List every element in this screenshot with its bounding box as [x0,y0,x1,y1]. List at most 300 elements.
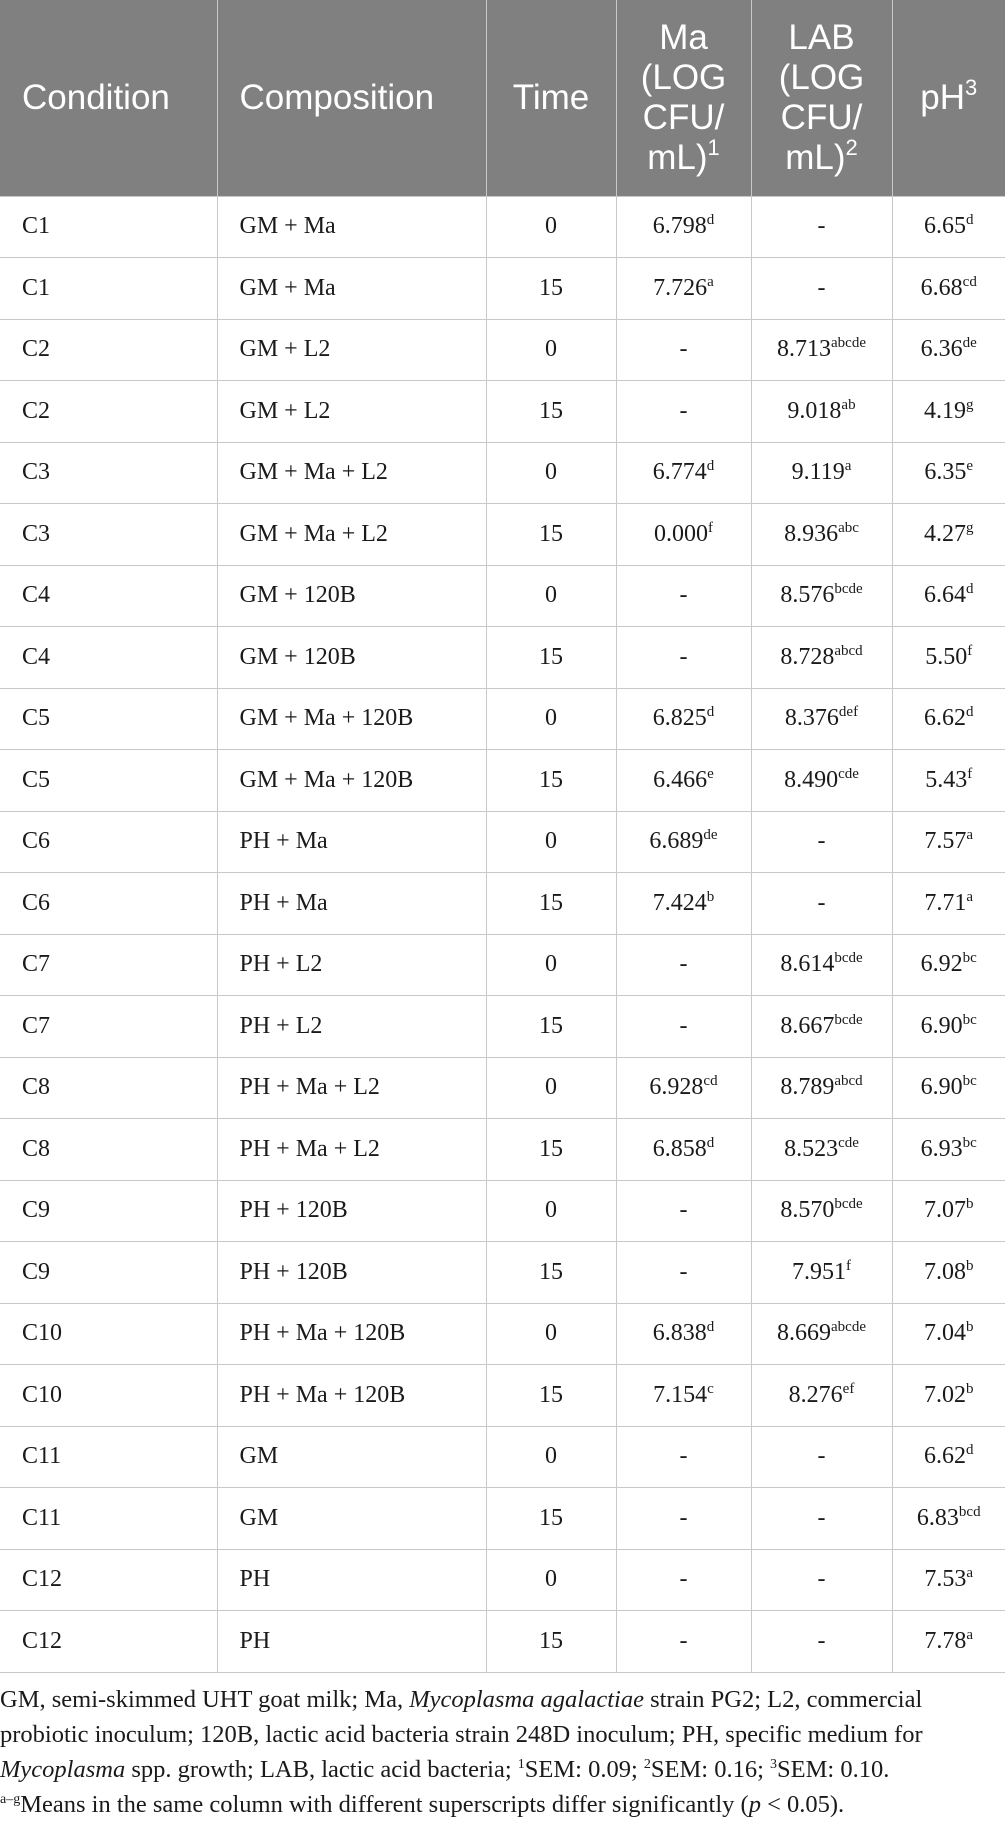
cell-condition-value: C1 [22,213,51,240]
cell-time-value: 0 [545,1074,557,1101]
cell-ma [616,1488,751,1550]
cell-composition-value: PH + Ma + L2 [239,1135,380,1162]
header-ph-footnote-marker: 3 [965,74,978,100]
cell-composition-value: GM + L2 [239,397,331,424]
table-row [0,873,1005,935]
cell-ma [616,1242,751,1304]
cell-time [486,873,616,935]
cell-ph [892,442,1005,504]
cell-condition-value: C10 [22,1320,63,1347]
header-lab-line: mL) [785,137,846,177]
cell-ma-value: - [679,1443,688,1470]
cell-ph-superscript: cd [962,273,977,290]
cell-condition [0,934,217,996]
header-condition [0,0,217,196]
cell-ph [892,1426,1005,1488]
cell-condition [0,258,217,320]
cell-ma-value: 7.154 [653,1381,708,1408]
cell-ph [892,1365,1005,1427]
cell-lab-value: 8.276 [788,1381,843,1408]
cell-ph-superscript: a [966,888,974,905]
cell-lab-superscript: f [846,1257,851,1274]
table-row [0,565,1005,627]
cell-composition-value: PH + Ma [239,828,328,855]
cell-ph [892,1119,1005,1181]
cell-composition [217,1303,486,1365]
table-row [0,996,1005,1058]
cell-ph-superscript: d [966,212,974,229]
cell-ma [616,442,751,504]
cell-ma-superscript: f [708,519,713,536]
cell-ph [892,688,1005,750]
cell-ph-value: 4.19 [924,397,966,424]
cell-time-value: 0 [545,336,557,363]
cell-ma-value: 6.838 [652,1320,707,1347]
cell-condition-value: C12 [22,1627,63,1654]
cell-condition [0,996,217,1058]
cell-ma [616,1180,751,1242]
cell-lab-superscript: abcd [834,1073,863,1090]
cell-ma [616,1426,751,1488]
cell-condition-value: C3 [22,459,51,486]
table-header [0,0,1005,196]
cell-composition-value: GM + 120B [239,582,356,609]
cell-time-value: 0 [545,828,557,855]
cell-ma-value: - [679,1627,688,1654]
cell-ph-value: 7.07 [924,1197,966,1224]
cell-time [486,1488,616,1550]
cell-lab-value: - [817,274,826,301]
cell-time-value: 15 [539,889,563,916]
cell-time-value: 15 [539,1381,563,1408]
cell-condition [0,1303,217,1365]
cell-lab-value: 8.490 [784,766,839,793]
cell-composition [217,996,486,1058]
cell-condition-value: C12 [22,1566,63,1593]
cell-ph [892,873,1005,935]
cell-time-value: 0 [545,459,557,486]
cell-ma-value: - [679,336,688,363]
cell-ma [616,1365,751,1427]
cell-ma-value: - [679,1258,688,1285]
cell-ph-superscript: f [967,642,973,659]
table-body [0,196,1005,1672]
cell-lab [751,811,892,873]
table-row [0,1611,1005,1673]
cell-composition-value: PH + L2 [239,1012,323,1039]
cell-time-value: 15 [539,397,563,424]
table-row [0,688,1005,750]
cell-time-value: 0 [545,1566,557,1593]
cell-lab-value: - [817,1443,826,1470]
cell-condition-value: C11 [22,1443,62,1470]
table-row [0,258,1005,320]
footnote-p-symbol: p [748,1791,761,1818]
cell-lab [751,258,892,320]
cell-time [486,1119,616,1181]
cell-ph-value: 6.90 [920,1012,963,1039]
cell-condition [0,811,217,873]
cell-condition-value: C6 [22,889,51,916]
cell-ph [892,1488,1005,1550]
table-row [0,1180,1005,1242]
cell-ph-superscript: a [966,827,974,844]
cell-time-value: 0 [545,1443,557,1470]
cell-lab [751,627,892,689]
cell-lab [751,1303,892,1365]
cell-condition-value: C9 [22,1197,51,1224]
cell-lab-value: - [817,1504,826,1531]
cell-composition [217,565,486,627]
cell-ma [616,1057,751,1119]
header-ph-label: pH [920,77,965,117]
cell-time [486,750,616,812]
cell-ph-value: 6.90 [920,1074,963,1101]
cell-ma [616,319,751,381]
cell-ma [616,1611,751,1673]
table-row [0,750,1005,812]
cell-lab-value: 8.570 [780,1197,835,1224]
cell-ph-value: 6.36 [920,336,963,363]
cell-time [486,565,616,627]
cell-ph [892,811,1005,873]
cell-ma-superscript: d [706,1134,715,1151]
cell-composition-value: PH + Ma + L2 [239,1074,380,1101]
cell-ma [616,504,751,566]
cell-time [486,1611,616,1673]
cell-composition [217,442,486,504]
cell-ma [616,196,751,258]
cell-ph-superscript: g [966,396,974,413]
footnote-marker: 1 [517,1757,525,1772]
cell-time-value: 15 [539,1135,563,1162]
cell-lab [751,1057,892,1119]
table-row [0,1119,1005,1181]
cell-composition [217,319,486,381]
cell-composition-value: GM + Ma + L2 [239,459,388,486]
footnote-marker: a–g [0,1792,21,1807]
cell-ph [892,504,1005,566]
cell-ma-value: - [679,643,688,670]
cell-composition [217,1611,486,1673]
cell-ph-superscript: f [967,765,973,782]
cell-ma [616,381,751,443]
cell-composition [217,688,486,750]
cell-lab [751,1365,892,1427]
cell-composition-value: GM + Ma + 120B [239,705,414,732]
cell-composition [217,1057,486,1119]
cell-ma-value: - [679,397,688,424]
cell-ph-value: 6.35 [924,459,967,486]
cell-condition-value: C3 [22,520,51,547]
cell-lab [751,996,892,1058]
footnote-text: Means in the same column with different superscripts differ significantly ( [20,1791,749,1818]
cell-time [486,258,616,320]
cell-ma-superscript: a [707,273,714,290]
cell-ma [616,934,751,996]
cell-composition [217,1549,486,1611]
cell-composition-value: PH + L2 [239,951,323,978]
cell-ph-superscript: g [966,519,974,536]
cell-lab [751,1549,892,1611]
cell-lab-value: 8.728 [780,643,835,670]
cell-condition-value: C8 [22,1135,51,1162]
cell-condition-value: C4 [22,582,51,609]
cell-condition-value: C10 [22,1381,63,1408]
header-time [486,0,616,196]
cell-ph [892,319,1005,381]
cell-lab-value: 8.576 [780,582,835,609]
cell-lab-value: 8.936 [784,520,839,547]
cell-condition [0,750,217,812]
footnote-text: < 0.05). [760,1791,845,1818]
cell-lab-value: 8.667 [780,1012,835,1039]
cell-composition-value: GM + Ma + 120B [239,766,414,793]
cell-condition [0,319,217,381]
header-lab-line: (LOG [778,57,865,97]
cell-time [486,1365,616,1427]
cell-time-value: 0 [545,1320,557,1347]
cell-lab-value: 8.789 [780,1074,835,1101]
cell-ph-value: 4.27 [924,520,966,547]
cell-time [486,1242,616,1304]
header-ma-line: (LOG [640,57,727,97]
cell-lab [751,1611,892,1673]
cell-condition [0,1365,217,1427]
table-row [0,1549,1005,1611]
cell-ph-value: 7.08 [924,1258,966,1285]
cell-condition [0,1242,217,1304]
cell-ph-superscript: d [966,1442,974,1459]
table-row [0,504,1005,566]
cell-condition [0,873,217,935]
cell-ph-value: 6.92 [920,951,963,978]
cell-composition [217,627,486,689]
cell-ph-superscript: b [966,1196,974,1213]
cell-time [486,442,616,504]
cell-ph-value: 7.71 [924,889,967,916]
cell-lab-superscript: ef [842,1380,855,1397]
cell-ph-superscript: bc [962,1011,977,1028]
header-composition-label: Composition [239,77,435,117]
cell-ma-value: 6.825 [652,705,707,732]
cell-time [486,688,616,750]
table-row [0,934,1005,996]
cell-composition-value: PH + Ma + 120B [239,1320,406,1347]
cell-ph [892,996,1005,1058]
footnote-sem: SEM: 0.09; [524,1756,644,1783]
cell-lab-value: 9.119 [791,459,845,486]
cell-ma-value: 6.689 [649,828,704,855]
cell-ph-value: 7.57 [924,828,967,855]
cell-lab [751,1119,892,1181]
cell-condition [0,1549,217,1611]
cell-ma-value: - [679,951,688,978]
cell-lab-superscript: bcde [834,1196,863,1213]
cell-ph-superscript: b [966,1380,974,1397]
footnote-species-name: Mycoplasma agalactiae [409,1686,644,1713]
cell-lab [751,319,892,381]
cell-ph-value: 6.62 [924,1443,966,1470]
cell-lab-superscript: ab [841,396,856,413]
cell-composition-value: PH + 120B [239,1197,348,1224]
cell-ph-value: 6.65 [924,213,966,240]
cell-lab-value: - [817,1627,826,1654]
footnote-sem: SEM: 0.16; [650,1756,771,1783]
cell-condition-value: C5 [22,705,51,732]
cell-time [486,319,616,381]
cell-condition-value: C2 [22,336,51,363]
table-row [0,319,1005,381]
cell-condition [0,1488,217,1550]
cell-ph-superscript: de [962,335,977,352]
footnote-sem: SEM: 0.10. [777,1756,890,1783]
cell-time-value: 0 [545,582,557,609]
cell-lab [751,565,892,627]
cell-ma-value: 0.000 [654,520,708,547]
cell-lab-value: 8.523 [784,1135,839,1162]
cell-lab-value: 9.018 [787,397,842,424]
cell-condition [0,688,217,750]
cell-composition [217,1488,486,1550]
cell-lab [751,1488,892,1550]
cell-lab-superscript: cde [838,1134,859,1151]
cell-ph [892,565,1005,627]
cell-ma-value: - [679,1197,688,1224]
cell-ma [616,688,751,750]
table-row [0,1426,1005,1488]
header-lab-line: CFU/ [780,97,863,137]
cell-time-value: 15 [539,766,563,793]
cell-ph-superscript: a [966,1626,974,1643]
cell-condition [0,1611,217,1673]
cell-ma-value: 6.798 [652,213,707,240]
cell-time [486,504,616,566]
cell-ma [616,1303,751,1365]
cell-lab [751,934,892,996]
cell-lab-value: - [817,828,826,855]
cell-ph-value: 6.93 [920,1135,963,1162]
cell-composition-value: PH [239,1627,271,1654]
cell-lab-superscript: a [844,458,852,475]
cell-ph [892,1303,1005,1365]
footnote-text: spp. growth; LAB, lactic acid bacteria; [125,1756,518,1783]
cell-ma [616,1119,751,1181]
cell-time-value: 15 [539,1627,563,1654]
cell-lab-value: 8.376 [784,705,839,732]
cell-composition [217,1180,486,1242]
header-condition-label: Condition [22,77,170,117]
cell-condition-value: C7 [22,951,51,978]
cell-lab [751,750,892,812]
cell-composition-value: GM + Ma + L2 [239,520,388,547]
cell-condition [0,442,217,504]
cell-ph [892,627,1005,689]
cell-lab [751,196,892,258]
cell-time-value: 15 [539,274,563,301]
header-row [0,0,1005,196]
cell-composition [217,811,486,873]
cell-ma-superscript: d [706,458,715,475]
cell-ph-superscript: bcd [958,1503,981,1520]
cell-time [486,1426,616,1488]
table-row [0,811,1005,873]
cell-composition-value: PH + 120B [239,1258,348,1285]
cell-ph-value: 7.53 [924,1566,967,1593]
cell-ph-value: 6.68 [920,274,963,301]
cell-time [486,996,616,1058]
cell-lab [751,1180,892,1242]
cell-ma [616,565,751,627]
cell-condition-value: C9 [22,1258,51,1285]
cell-lab-superscript: bcde [834,581,863,598]
cell-lab [751,442,892,504]
cell-ph-superscript: a [966,1565,974,1582]
cell-time [486,1057,616,1119]
cell-ph [892,750,1005,812]
cell-time [486,1549,616,1611]
table-row [0,1242,1005,1304]
cell-time-value: 0 [545,951,557,978]
footnote-marker: 2 [643,1757,651,1772]
cell-lab [751,1242,892,1304]
header-ma-line: Ma [659,17,708,57]
cell-ph [892,1242,1005,1304]
cell-ph-superscript: bc [962,950,977,967]
cell-ma-value: - [679,1504,688,1531]
cell-ma-value: - [679,1012,688,1039]
cell-ph [892,381,1005,443]
table-row [0,1057,1005,1119]
cell-time-value: 0 [545,213,557,240]
cell-condition [0,1426,217,1488]
cell-composition [217,750,486,812]
cell-time [486,1180,616,1242]
cell-ph-superscript: bc [962,1073,977,1090]
cell-ph [892,1057,1005,1119]
table-row [0,381,1005,443]
cell-ma [616,1549,751,1611]
cell-time-value: 0 [545,1197,557,1224]
cell-condition [0,381,217,443]
cell-condition [0,504,217,566]
cell-ph [892,1180,1005,1242]
cell-lab-value: 8.614 [780,951,835,978]
footnote-text: strain PG2; L2, commercial probiotic inoculum; 120B, lactic acid bacteria strain 248D inoculum; PH, specific medium for [0,1686,923,1748]
header-ma-line: CFU/ [642,97,725,137]
cell-ph-value: 7.04 [924,1320,966,1347]
cell-lab [751,873,892,935]
cell-ma-superscript: de [703,827,718,844]
cell-ma-value: 7.726 [653,274,708,301]
cell-ma [616,996,751,1058]
cell-composition [217,1365,486,1427]
header-composition [217,0,486,196]
cell-ph-superscript: b [966,1257,974,1274]
footnote-marker: 3 [770,1757,778,1772]
cell-condition-value: C7 [22,1012,51,1039]
cell-condition [0,565,217,627]
footnote-genus-name: Mycoplasma [0,1756,126,1783]
cell-condition-value: C6 [22,828,51,855]
footnote-text: GM, semi-skimmed UHT goat milk; Ma, [0,1686,410,1713]
cell-ph-superscript: e [966,458,974,475]
cell-condition-value: C1 [22,274,51,301]
cell-lab-superscript: abcde [831,1319,866,1336]
cell-ph-value: 6.64 [924,582,966,609]
cell-condition [0,1057,217,1119]
cell-lab-superscript: abc [838,519,859,536]
